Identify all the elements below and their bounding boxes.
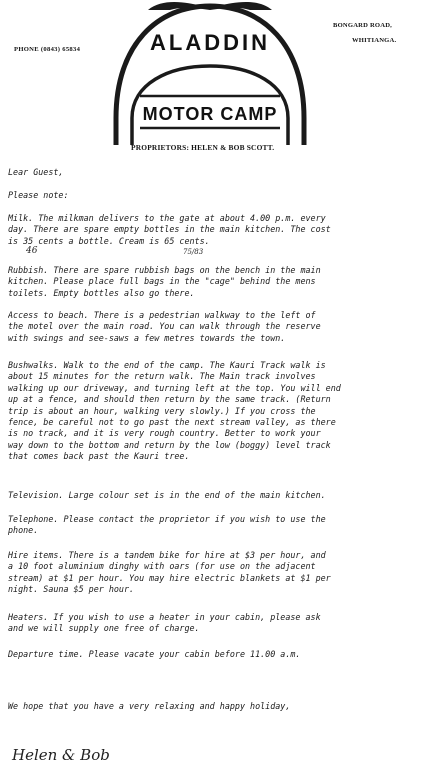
rubbish-line: toilets. Empty bottles also go there.	[8, 287, 195, 298]
handwritten-signature	[10, 740, 130, 766]
paragraph-rubbish	[8, 265, 414, 299]
bushwalks-line: that comes back past the Kauri tree.	[8, 451, 190, 462]
cream-price-correction: 75/83	[183, 248, 204, 256]
bushwalks-line: walking up our driveway, and turning left at the top. You will end	[8, 382, 341, 393]
beach-line: the motel over the main road. You can walk through the reserve	[8, 321, 321, 332]
logo-word-aladdin: ALADDIN	[150, 30, 270, 55]
milk-price-correction: 46	[26, 246, 38, 256]
paragraph-departure	[8, 649, 414, 660]
paragraph-television	[8, 490, 414, 501]
phone-number: PHONE (0843) 65834	[14, 46, 81, 53]
closing	[8, 701, 414, 712]
rubbish-line: Rubbish. There are spare rubbish bags on the bench in the main	[8, 265, 321, 275]
address-line-1: BONGARD ROAD,	[333, 22, 393, 29]
paragraph-telephone	[8, 514, 414, 537]
paragraph-heaters	[8, 612, 414, 635]
milk-line: day. There are spare empty bottles in the main kitchen. The cost	[8, 224, 331, 235]
bushwalks-line: trip is about an hour, walking very slowly.) If you cross the	[8, 405, 316, 416]
milk-line: Milk. The milkman delivers to the gate at about 4.00 p.m. every	[8, 213, 326, 223]
bushwalks-line: Bushwalks. Walk to the end of the camp. The Kauri Track walk is	[8, 360, 326, 370]
heaters-line: and we will supply one free of charge.	[8, 623, 200, 634]
departure-line: Departure time. Please vacate your cabin before 11.00 a.m.	[8, 649, 301, 659]
rubbish-line: kitchen. Please place full bags in the "cage" behind the mens	[8, 276, 316, 287]
bushwalks-line: about 15 minutes for the return walk. The Main track involves	[8, 371, 316, 382]
hire-line: night. Sauna $5 per hour.	[8, 584, 135, 595]
paragraph-hire	[8, 550, 414, 596]
proprietors-line: PROPRIETORS: HELEN & BOB SCOTT.	[131, 143, 275, 152]
hire-line: stream) at $1 per hour. You may hire electric blankets at $1 per	[8, 572, 331, 583]
bushwalks-line: fence, be careful not to go past the next stream valley, as there	[8, 416, 336, 427]
please-note	[8, 190, 414, 201]
hire-line: a 10 foot aluminium dinghy with oars (for use on the adjacent	[8, 561, 316, 572]
milk-line: is 35 cents a bottle. Cream is 65 cents.	[8, 235, 210, 246]
television-line: Television. Large colour set is in the end of the main kitchen.	[8, 490, 326, 500]
bushwalks-line: up at a fence, and should then return by the same track. (Return	[8, 394, 331, 405]
telephone-line: phone.	[8, 525, 39, 536]
greeting-text: Lear Guest,	[8, 167, 64, 177]
paragraph-milk	[8, 213, 414, 247]
hire-line: Hire items. There is a tandem bike for hire at $3 per hour, and	[8, 550, 326, 560]
bushwalks-line: is no track, and it is very rough country. Better to work your	[8, 428, 321, 439]
closing-text: We hope that you have a very relaxing and happy holiday,	[8, 701, 291, 711]
signature-text: Helen & Bob	[12, 746, 110, 764]
please-note-text: Please note:	[8, 190, 69, 200]
heaters-line: Heaters. If you wish to use a heater in your cabin, please ask	[8, 612, 321, 622]
aladdin-logo	[110, 0, 310, 145]
address-line-2: WHITIANGA.	[352, 37, 397, 44]
telephone-line: Telephone. Please contact the proprietor if you wish to use the	[8, 514, 326, 524]
greeting	[8, 167, 414, 178]
paragraph-bushwalks	[8, 360, 414, 463]
beach-line: Access to beach. There is a pedestrian walkway to the left of	[8, 310, 316, 320]
bushwalks-line: way down to the bottom and return by the low (boggy) level track	[8, 439, 331, 450]
paragraph-beach	[8, 310, 414, 344]
beach-line: with swings and see-saws a few metres towards the town.	[8, 332, 286, 343]
logo-word-motor-camp: MOTOR CAMP	[142, 104, 278, 124]
